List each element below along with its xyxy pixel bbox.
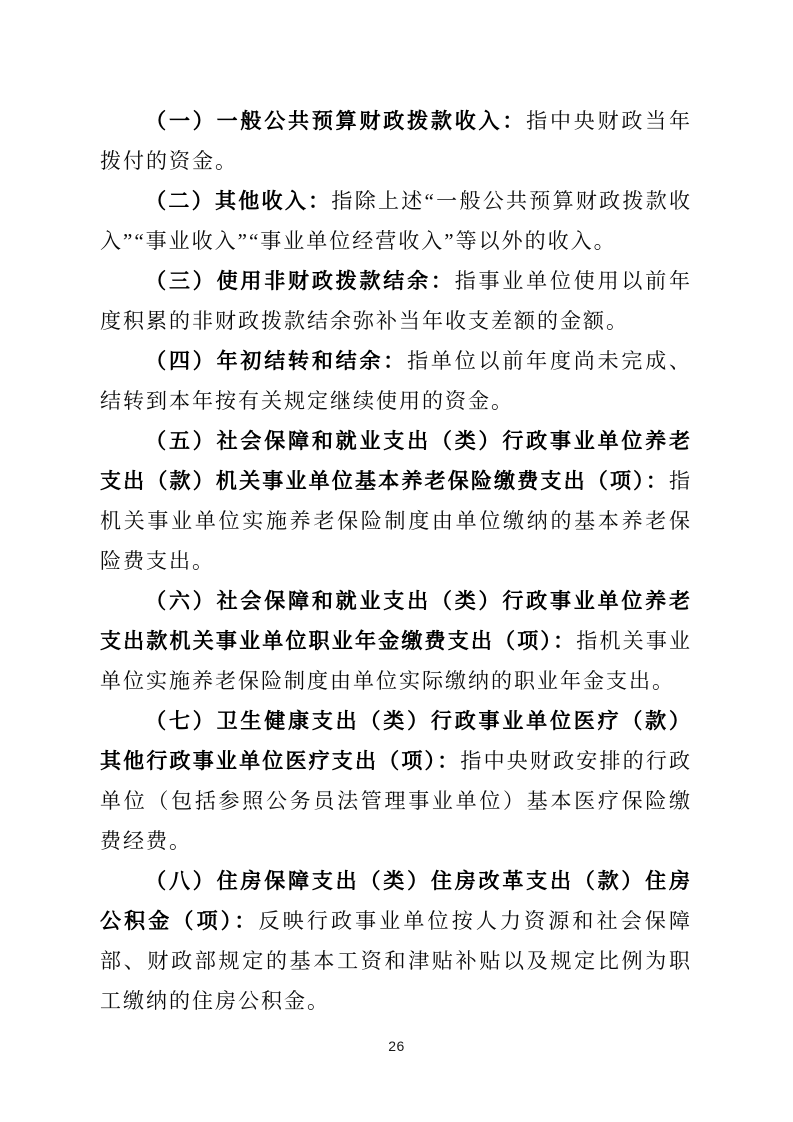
paragraph-body-text: 指机关事业单位实施养老保险制度由单位缴纳的基本养老保险费支出。 [100,469,692,573]
paragraph-body-text: 指除上述“一般公共预算财政拨款收入”“事业收入”“事业单位经营收入”等以外的收入。 [100,189,693,253]
paragraph-lead-bold: （四）年初结转和结余： [145,349,408,373]
paragraph-lead-bold: （六）社会保障和就业支出（类）行政事业单位养老支出款机关事业单位职业年金缴费支出（项）： [100,589,692,653]
paragraph-body-text: 指事业单位使用以前年度积累的非财政拨款结余弥补当年收支差额的金额。 [100,269,693,333]
definition-paragraph [100,341,692,421]
paragraph-body-text: 指中央财政当年拨付的资金。 [100,109,693,173]
paragraph-lead-bold: （二）其他收入： [145,189,332,213]
paragraph-lead-bold: （五）社会保障和就业支出（类）行政事业单位养老支出（款）机关事业单位基本养老保险缴费支出（项）： [100,429,692,493]
definition-paragraph [100,101,692,181]
definition-paragraph [100,181,692,261]
definition-paragraph [100,261,692,341]
paragraph-lead-bold: （八）住房保障支出（类）住房改革支出（款）住房公积金（项）： [100,869,692,933]
paragraph-lead-bold: （三）使用非财政拨款结余： [145,269,455,293]
page-number: 26 [388,1038,405,1054]
paragraph-body-text: 指中央财政安排的行政单位（包括参照公务员法管理事业单位）基本医疗保险缴费经费。 [100,749,693,853]
paragraph-body-text: 指单位以前年度尚未完成、结转到本年按有关规定继续使用的资金。 [100,349,693,413]
paragraph-body-text: 反映行政事业单位按人力资源和社会保障部、财政部规定的基本工资和津贴补贴以及规定比例为职工缴纳的住房公积金。 [100,909,693,1013]
definition-paragraph [100,421,692,581]
definition-paragraph [100,701,692,861]
definition-paragraph [100,861,692,1021]
paragraph-body-text: 指机关事业单位实施养老保险制度由单位实际缴纳的职业年金支出。 [100,629,693,693]
definition-paragraph [100,581,692,701]
paragraph-lead-bold: （一）一般公共预算财政拨款收入： [145,109,527,133]
body-text [100,101,692,1021]
paragraph-lead-bold: （七）卫生健康支出（类）行政事业单位医疗（款）其他行政事业单位医疗支出（项）： [100,709,692,773]
